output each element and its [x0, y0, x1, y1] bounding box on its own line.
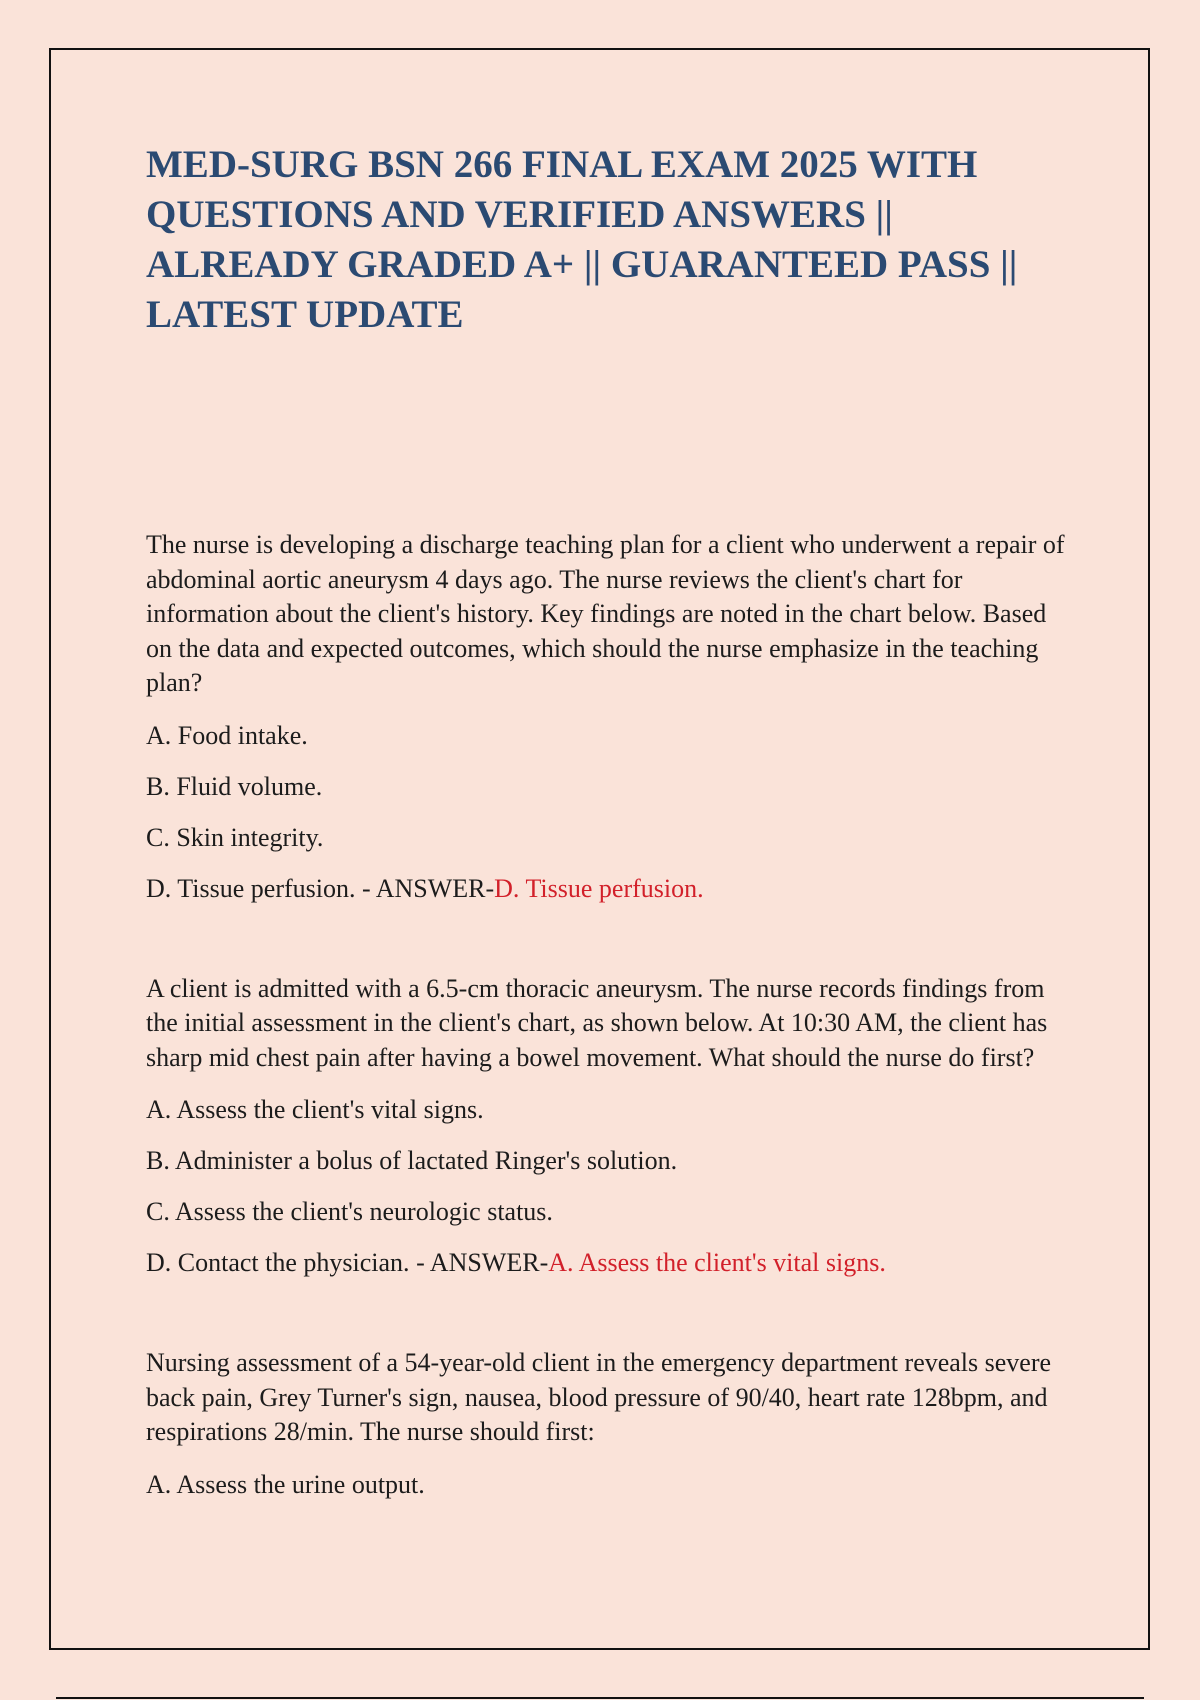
page-divider — [56, 1697, 1144, 1699]
answer-prefix: - ANSWER- — [409, 1248, 549, 1277]
option-d-with-answer — [146, 872, 1076, 906]
option-b: B. Fluid volume. — [146, 771, 323, 801]
option-d-with-answer — [146, 1246, 1076, 1280]
question-text: Nursing assessment of a 54-year-old client in the emergency department reveals severe back pain, Grey Turner's sign, nausea, blood pressure of 90/40, heart rate 128bpm, and respirations 28/min. The nurse should first: — [146, 1348, 1052, 1446]
document-body — [146, 528, 1076, 1568]
answer-text: A. Assess the client's vital signs. — [548, 1248, 886, 1277]
option-a: A. Assess the urine output. — [146, 1469, 425, 1499]
question-1 — [146, 528, 1076, 906]
question-text: A client is admitted with a 6.5-cm thoracic aneurysm. The nurse records findings from the initial assessment in the client's chart, as shown below. At 10:30 AM, the client has sharp mid chest pain after having a bowel movement. What should the nurse do first? — [146, 973, 1048, 1072]
question-3 — [146, 1346, 1076, 1502]
option-a: A. Assess the client's vital signs. — [146, 1095, 484, 1124]
question-text: The nurse is developing a discharge teaching plan for a client who underwent a repair of abdominal aortic aneurysm 4 days ago. The nurse reviews the client's chart for information about the client's history. Key findings are noted in the chart below. Based on the data and expected outcomes, which should the nurse emphasize in the teaching plan? — [146, 530, 1065, 697]
question-2 — [146, 972, 1076, 1281]
option-c: C. Skin integrity. — [146, 822, 324, 852]
option-d: D. Contact the physician. — [146, 1248, 410, 1277]
answer-prefix: - ANSWER- — [355, 873, 495, 903]
document-title: MED-SURG BSN 266 FINAL EXAM 2025 WITH QUESTIONS AND VERIFIED ANSWERS || ALREADY GRADED A+ || GUARANTEED PASS || LATEST UPDATE — [146, 143, 1018, 336]
option-b: B. Administer a bolus of lactated Ringer's solution. — [146, 1146, 678, 1175]
option-a: A. Food intake. — [146, 720, 308, 750]
option-d: D. Tissue perfusion. — [146, 873, 356, 903]
option-c: C. Assess the client's neurologic status. — [146, 1197, 553, 1226]
answer-text: D. Tissue perfusion. — [494, 873, 704, 903]
